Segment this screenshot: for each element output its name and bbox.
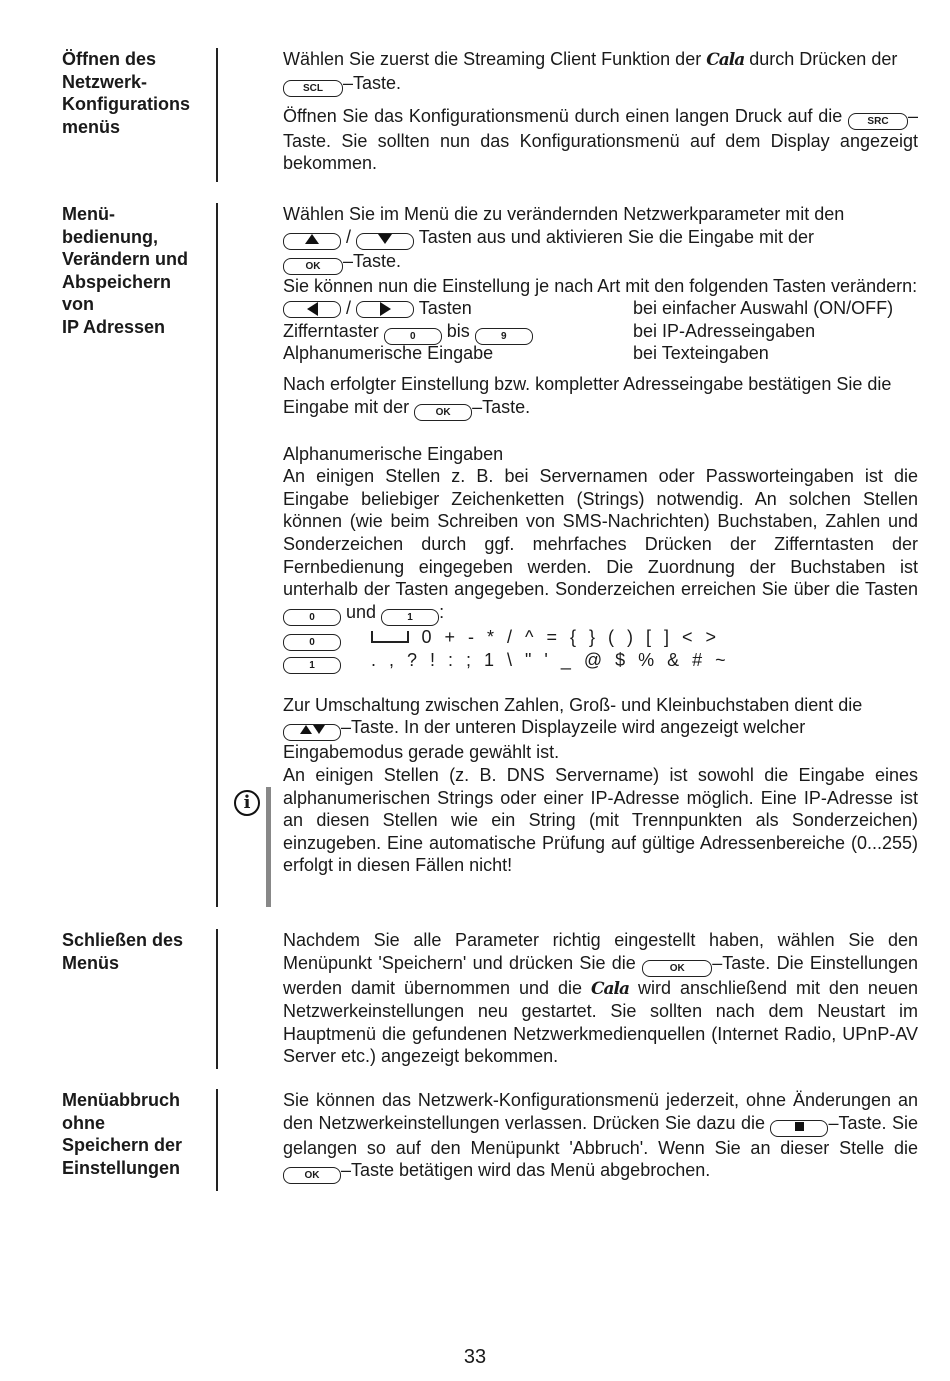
scl-key-icon: SCL bbox=[283, 80, 343, 97]
ok-key-icon: OK bbox=[642, 960, 712, 977]
heading-line: Schließen des bbox=[62, 930, 184, 950]
heading-line: Netzwerk- bbox=[62, 71, 148, 92]
paragraph: Sie können das Netzwerk-Konfigurationsmenü jederzeit, ohne Änderungen an den Netzwerkeinstellungen verlassen. Drücken Sie dazu die –Taste. Sie gelangen so auf den Menüpunkt 'Abbruch'. Wenn Sie an dieser Stelle die OK –Taste betätigen wird das Menü abgebrochen. bbox=[283, 1089, 918, 1184]
ok-key-icon: OK bbox=[414, 404, 472, 421]
src-key-icon: SRC bbox=[848, 113, 908, 130]
section-heading bbox=[62, 203, 212, 338]
heading-line: Speichern der bbox=[62, 1135, 183, 1155]
paragraph: Zur Umschaltung zwischen Zahlen, Groß- und Kleinbuchstaben dient die –Taste. In der unteren Displayzeile wird angezeigt welcher Eingabemodus gerade gewählt ist. bbox=[283, 694, 863, 763]
info-bar bbox=[266, 787, 271, 907]
subheading: Alphanumerische Eingaben bbox=[283, 443, 504, 464]
key-row-alpha: Alphanumerische Eingabe bei Texteingaben bbox=[283, 343, 769, 364]
symbol-row-1: 1 . , ? ! : ; 1 \ " ' _ @ $ % & # ~ bbox=[283, 649, 918, 672]
row-description: bei IP-Adresseingaben bbox=[633, 320, 816, 341]
paragraph: Wählen Sie im Menü die zu verändernden Netzwerkparameter mit den / Tasten aus und aktivieren Sie die Eingabe mit der OK –Taste. Sie können nun die Einstellung je nach Art mit den folgenden Tasten verändern: bbox=[283, 204, 918, 296]
heading-line: Verändern und bbox=[62, 249, 189, 269]
digit-0-key-icon: 0 bbox=[283, 609, 341, 626]
right-arrow-key-icon bbox=[356, 301, 414, 318]
heading-line: menüs bbox=[62, 116, 121, 137]
paragraph: Öffnen Sie das Konfigurationsmenü durch einen langen Druck auf die SRC –Taste. Sie sollten nun das Konfigurationsmenü auf dem Display angezeigt bekommen. bbox=[283, 105, 918, 174]
section-body bbox=[283, 203, 918, 877]
down-arrow-key-icon bbox=[356, 233, 414, 250]
paragraph: Nach erfolgter Einstellung bzw. kompletter Adresseingabe bestätigen Sie die Eingabe mit der OK –Taste. bbox=[283, 373, 918, 421]
section-divider bbox=[216, 48, 218, 182]
heading-line: IP Adressen bbox=[62, 316, 166, 337]
stop-key-icon bbox=[770, 1120, 828, 1137]
section-heading bbox=[62, 1089, 212, 1179]
section-body bbox=[283, 1089, 918, 1184]
digit-1-key-icon: 1 bbox=[381, 609, 439, 626]
page-number: 33 bbox=[463, 1346, 487, 1368]
heading-line: ohne bbox=[62, 1112, 105, 1133]
heading-line: Einstellungen bbox=[62, 1157, 181, 1178]
heading-line: Menüabbruch bbox=[62, 1090, 181, 1110]
digit-1-key-icon: 1 bbox=[283, 657, 341, 674]
info-note: An einigen Stellen (z. B. DNS Servername) ist sowohl die Eingabe eines alphanumerischen Strings oder einer IP-Adresse möglich. Eine IP-Adresse ist an diesen Stellen wie ein String (mit Trennpunkten als Sonderzeichen) einzugeben. Eine automatische Prüfung auf gültige Adressenbereiche (0...255) erfolgt in diesen Fällen nicht! bbox=[283, 764, 918, 876]
symbol-row-0: 0 0 + - * / ^ = { } ( ) [ ] < > bbox=[283, 626, 918, 649]
heading-line: bedienung, bbox=[62, 226, 158, 247]
mode-toggle-key-icon bbox=[283, 724, 341, 741]
section-divider bbox=[216, 1089, 218, 1191]
section-body bbox=[283, 48, 918, 175]
paragraph: Wählen Sie zuerst die Streaming Client Funktion der Cala durch Drücken der SCL –Taste. bbox=[283, 48, 918, 97]
heading-line: Konfigurations bbox=[62, 94, 190, 114]
section-heading bbox=[62, 48, 212, 138]
left-arrow-key-icon bbox=[283, 301, 341, 318]
section-divider bbox=[216, 203, 218, 907]
space-icon bbox=[371, 631, 409, 643]
info-icon: i bbox=[234, 790, 260, 816]
ok-key-icon: OK bbox=[283, 258, 343, 275]
heading-line: Menüs bbox=[62, 952, 120, 973]
key-row-arrows: / Tasten bei einfacher Auswahl (ON/OFF) bbox=[283, 297, 918, 320]
heading-line: Abspeichern bbox=[62, 271, 172, 292]
section-divider bbox=[216, 929, 218, 1069]
heading-line: Öffnen des bbox=[62, 49, 157, 69]
digit-0-key-icon: 0 bbox=[384, 328, 442, 345]
digit-9-key-icon: 9 bbox=[475, 328, 533, 345]
heading-line: von bbox=[62, 294, 95, 314]
up-arrow-key-icon bbox=[283, 233, 341, 250]
section-body bbox=[283, 929, 918, 1068]
brand-logo: Cala bbox=[706, 50, 745, 70]
section-heading bbox=[62, 929, 212, 974]
heading-line: Menü- bbox=[62, 204, 115, 224]
digit-0-key-icon: 0 bbox=[283, 634, 341, 651]
row-description: bei einfacher Auswahl (ON/OFF) bbox=[633, 298, 894, 319]
brand-logo: Cala bbox=[590, 978, 630, 999]
paragraph: An einigen Stellen z. B. bei Servernamen oder Passworteingaben ist die Eingabe beliebiger Zeichenketten (Strings) notwendig. An solchen Stellen können (wie beim Schreiben von SMS-Nachrichten) Buchstaben, Zahlen und Sonderzeichen durch ggf. mehrfaches Drücken der Zifferntasten der Fernbedienung eingegeben werden. Die Zuordnung der Buchstaben ist unterhalb der Tasten angegeben. Sonderzeichen erreichen Sie über die Tasten 0 und 1 : bbox=[283, 465, 918, 626]
paragraph: Nachdem Sie alle Parameter richtig eingestellt haben, wählen Sie den Menüpunkt 'Speichern' und drücken Sie die OK –Taste. Die Einstellungen werden damit übernommen und die Cala wird anschließend mit den neuen Netzwerkeinstellungen neu gestartet. Sie sollten nach dem Neustart im Hauptmenü die gefundenen Netzwerkmedienquellen (Internet Radio, UPnP-AV Server etc.) angezeigt bekommen. bbox=[283, 930, 918, 1067]
ok-key-icon: OK bbox=[283, 1167, 341, 1184]
key-row-digits: Zifferntaster 0 bis 9 bei IP-Adresseingaben bbox=[283, 320, 918, 343]
row-description: bei Texteingaben bbox=[633, 343, 769, 364]
